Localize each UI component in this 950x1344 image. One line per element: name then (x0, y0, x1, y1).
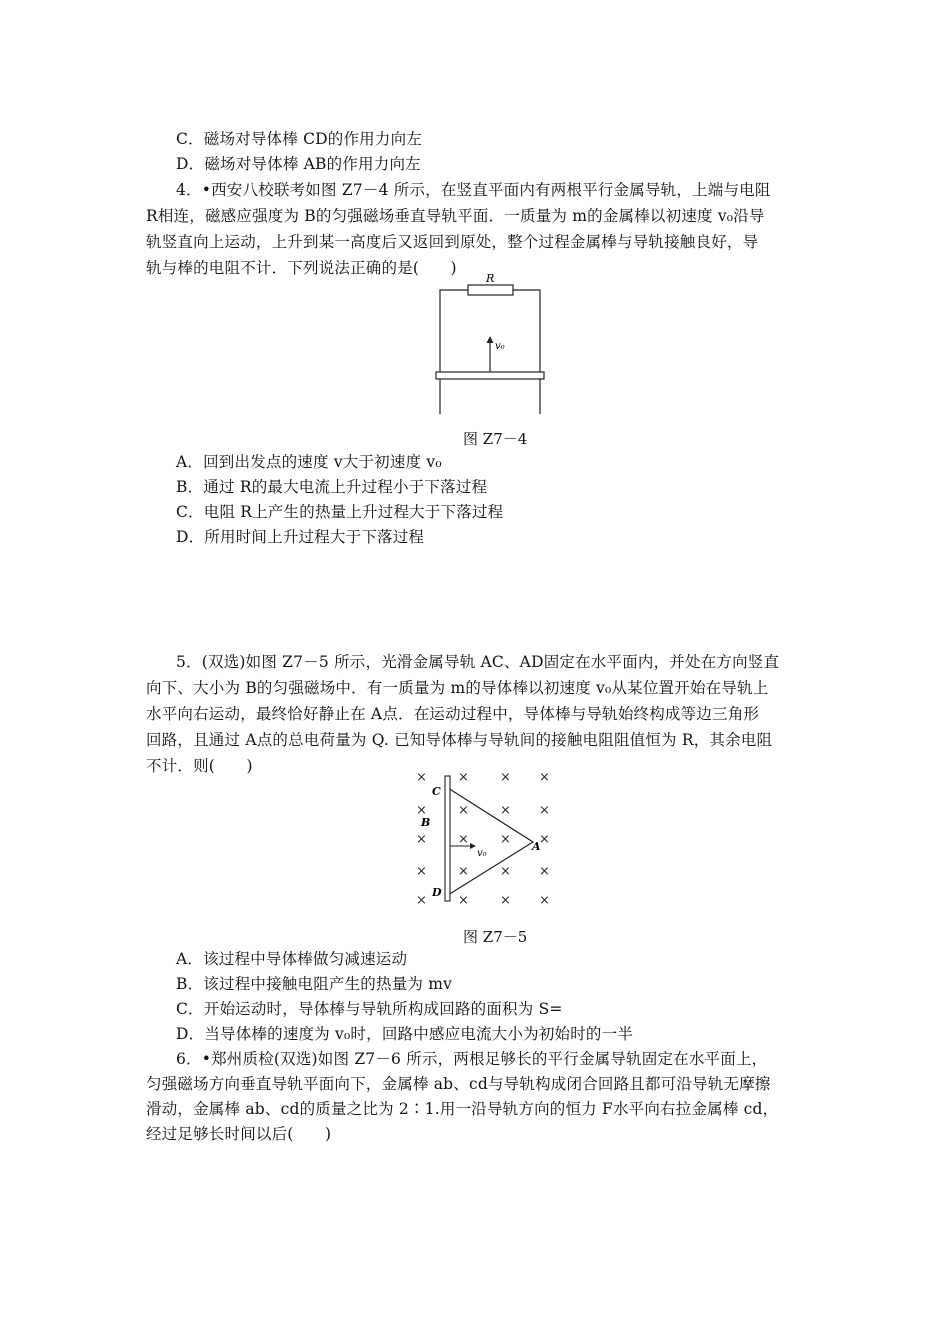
q3-option-d: D．磁场对导体棒 AB的作用力向左 (176, 155, 421, 173)
cross: × (539, 893, 550, 908)
cross: × (416, 770, 427, 785)
cross: × (539, 803, 550, 818)
conductor-rod (445, 776, 450, 901)
q5-option-c: C．开始运动时，导体棒与导轨所构成回路的面积为 S= (176, 1000, 563, 1018)
q4-option-b: B．通过 R的最大电流上升过程小于下落过程 (176, 478, 488, 496)
q4-option-c: C．电阻 R上产生的热量上升过程大于下落过程 (176, 503, 504, 521)
q5-stem-line5: 不计．则( ) (146, 757, 253, 775)
cross: × (500, 864, 511, 879)
q4-option-a: A．回到出发点的速度 v大于初速度 v₀ (176, 453, 442, 471)
label-b: B (421, 816, 431, 829)
cross: × (416, 803, 427, 818)
figure-z7-4 (420, 272, 560, 422)
figure-z7-5 (405, 762, 565, 912)
cross: × (458, 832, 469, 847)
cross: × (500, 832, 511, 847)
q6-stem-line2: 匀强磁场方向垂直导轨平面向下，金属棒 ab、cd与导轨构成闭合回路且都可沿导轨无摩擦 (146, 1075, 771, 1093)
cross: × (539, 864, 550, 879)
q4-stem-line4: 轨与棒的电阻不计．下列说法正确的是( ) (146, 259, 457, 277)
cross: × (500, 770, 511, 785)
q5-option-d: D．当导体棒的速度为 v₀时，回路中感应电流大小为初始时的一半 (176, 1025, 634, 1043)
q4-stem-line1: 4．•西安八校联考如图 Z7－4 所示，在竖直平面内有两根平行金属导轨，上端与电阻 (176, 181, 771, 199)
q5-option-b: B．该过程中接触电阻产生的热量为 mv (176, 975, 453, 993)
cross: × (416, 864, 427, 879)
label-r: R (486, 272, 495, 285)
metal-rod (436, 372, 544, 379)
label-a: A (532, 840, 541, 853)
q5-stem-line1: 5．(双选)如图 Z7－5 所示，光滑金属导轨 AC、AD固定在水平面内，并处在方向竖直 (176, 653, 780, 671)
figure-z7-4-caption: 图 Z7－4 (463, 430, 528, 448)
label-v0: v₀ (495, 341, 505, 352)
q5-stem-line3: 水平向右运动，最终恰好静止在 A点．在运动过程中，导体棒与导轨始终构成等边三角形 (146, 705, 760, 723)
q3-option-c: C．磁场对导体棒 CD的作用力向左 (176, 130, 422, 148)
q6-stem-line3: 滑动，金属棒 ab、cd的质量之比为 2∶1.用一沿导轨方向的恒力 F水平向右拉金属棒 cd， (146, 1100, 779, 1118)
q5-stem-line2: 向下、大小为 B的匀强磁场中．有一质量为 m的导体棒以初速度 v₀从某位置开始在导轨上 (146, 679, 769, 697)
cross: × (500, 803, 511, 818)
resistor-r (468, 285, 513, 295)
cross: × (458, 864, 469, 879)
arrow-head-icon (487, 336, 494, 343)
q4-option-d: D．所用时间上升过程大于下落过程 (176, 528, 425, 546)
q5-stem-line4: 回路，且通过 A点的总电荷量为 Q. 已知导体棒与导轨间的接触电阻阻值恒为 R，其余电阻 (146, 731, 773, 749)
cross: × (458, 770, 469, 785)
cross: × (500, 893, 511, 908)
cross: × (416, 832, 427, 847)
cross: × (539, 770, 550, 785)
q4-stem-line3: 轨竖直向上运动，上升到某一高度后又返回到原处，整个过程金属棒与导轨接触良好，导 (146, 233, 759, 251)
label-d: D (432, 886, 442, 899)
arrow-head-icon (470, 843, 476, 849)
q5-option-a: A．该过程中导体棒做匀减速运动 (176, 950, 408, 968)
cross: × (539, 832, 550, 847)
cross: × (416, 893, 427, 908)
q6-stem-line1: 6．•郑州质检(双选)如图 Z7－6 所示，两根足够长的平行金属导轨固定在水平面上， (176, 1050, 768, 1068)
label-c: C (432, 785, 441, 798)
cross: × (458, 803, 469, 818)
q6-stem-line4: 经过足够长时间以后( ) (146, 1125, 332, 1143)
q4-stem-line2: R相连，磁感应强度为 B的匀强磁场垂直导轨平面．一质量为 m的金属棒以初速度 v₀沿导 (146, 207, 765, 225)
label-v0: v₀ (477, 848, 487, 859)
figure-z7-5-caption: 图 Z7－5 (463, 928, 528, 946)
cross: × (458, 893, 469, 908)
